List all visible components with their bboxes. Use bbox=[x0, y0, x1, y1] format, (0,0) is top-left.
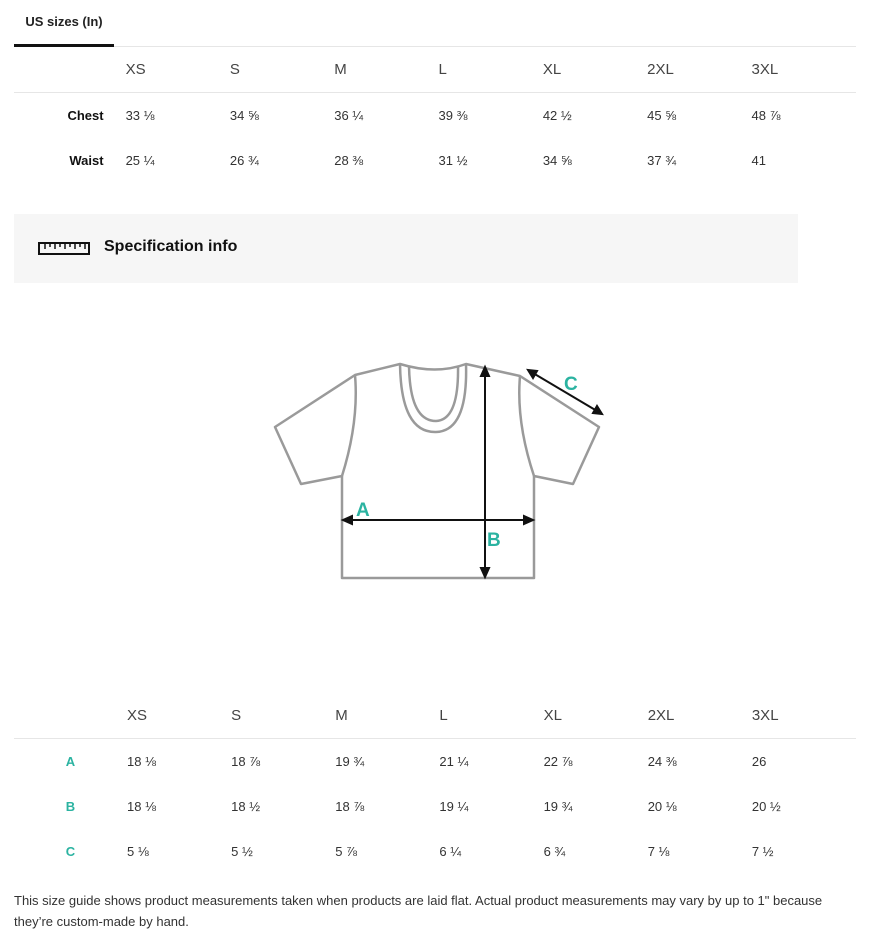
table-cell: 48 ⅞ bbox=[751, 108, 781, 123]
size-header: XS bbox=[127, 706, 148, 724]
table-cell: 7 ½ bbox=[751, 844, 774, 859]
table-cell: 36 ¼ bbox=[334, 108, 364, 123]
tshirt-diagram bbox=[260, 345, 620, 595]
table-cell: 25 ¼ bbox=[125, 153, 155, 168]
tab-us-sizes[interactable]: US sizes (In) bbox=[14, 0, 114, 47]
size-unit-tabs bbox=[14, 0, 856, 47]
size-header: 3XL bbox=[751, 60, 779, 78]
table-cell: 41 bbox=[751, 153, 766, 168]
table-cell: 26 bbox=[751, 754, 767, 769]
body-measurements-table bbox=[14, 46, 856, 183]
product-measurements-table bbox=[14, 692, 856, 874]
table-cell: 18 ⅞ bbox=[231, 754, 261, 769]
table-row bbox=[14, 829, 856, 874]
size-header: 2XL bbox=[647, 706, 675, 724]
table-row bbox=[14, 739, 856, 785]
row-label-waist: Waist bbox=[69, 153, 104, 168]
table-cell: 20 ⅛ bbox=[647, 799, 677, 814]
size-header: L bbox=[438, 60, 447, 78]
table-cell: 34 ⅝ bbox=[542, 153, 572, 168]
table-cell: 42 ½ bbox=[542, 108, 572, 123]
row-label-chest: Chest bbox=[67, 108, 104, 123]
table-cell: 20 ½ bbox=[751, 799, 781, 814]
size-header: M bbox=[334, 60, 347, 78]
specification-title: Specification info bbox=[104, 238, 238, 255]
size-header: XL bbox=[542, 60, 562, 78]
table-cell: 34 ⅝ bbox=[229, 108, 259, 123]
size-header: L bbox=[439, 706, 448, 724]
table-cell: 26 ¾ bbox=[229, 153, 259, 168]
table-cell: 31 ½ bbox=[438, 153, 468, 168]
table-cell: 37 ¾ bbox=[647, 153, 677, 168]
table-cell: 19 ¼ bbox=[439, 799, 469, 814]
table-cell: 5 ⅛ bbox=[127, 844, 149, 859]
table-cell: 18 ⅛ bbox=[127, 754, 156, 769]
dimension-label-b: B bbox=[487, 530, 501, 551]
table-cell: 6 ¼ bbox=[439, 844, 462, 859]
table-cell: 18 ½ bbox=[231, 799, 261, 814]
table-cell: 24 ⅜ bbox=[647, 754, 677, 769]
table-cell: 5 ½ bbox=[231, 844, 253, 859]
size-header: XS bbox=[125, 60, 146, 78]
table-cell: 21 ¼ bbox=[439, 754, 469, 769]
size-header: XL bbox=[543, 706, 562, 724]
table-cell: 18 ⅛ bbox=[127, 799, 156, 814]
dimension-label-c: C bbox=[564, 374, 578, 395]
table-cell: 39 ⅜ bbox=[438, 108, 468, 123]
size-header-row bbox=[14, 46, 856, 93]
row-label-b: B bbox=[65, 799, 76, 814]
size-header: 2XL bbox=[647, 60, 674, 78]
table-cell: 5 ⅞ bbox=[335, 844, 357, 859]
size-header: M bbox=[335, 706, 348, 724]
ruler-icon bbox=[38, 242, 90, 261]
table-cell: 33 ⅛ bbox=[125, 108, 155, 123]
table-row bbox=[14, 138, 856, 183]
table-cell: 18 ⅞ bbox=[335, 799, 365, 814]
table-row bbox=[14, 784, 856, 829]
size-header: 3XL bbox=[751, 706, 779, 724]
size-header: S bbox=[231, 706, 242, 724]
table-cell: 7 ⅛ bbox=[647, 844, 670, 859]
row-label-c: C bbox=[65, 844, 76, 859]
table-cell: 19 ¾ bbox=[335, 754, 365, 769]
dimension-label-a: A bbox=[356, 500, 370, 521]
size-header-row bbox=[14, 692, 856, 739]
table-cell: 22 ⅞ bbox=[543, 754, 573, 769]
table-row bbox=[14, 93, 856, 139]
row-label-a: A bbox=[65, 754, 76, 769]
size-header: S bbox=[229, 60, 240, 78]
table-cell: 19 ¾ bbox=[543, 799, 573, 814]
size-guide-note: This size guide shows product measurements taken when products are laid flat. Actual product measurements may vary by up to 1" because they’re custom-made by hand. bbox=[14, 893, 823, 929]
table-cell: 28 ⅜ bbox=[334, 153, 364, 168]
table-cell: 45 ⅝ bbox=[647, 108, 677, 123]
table-cell: 6 ¾ bbox=[543, 844, 566, 859]
specification-info-header bbox=[14, 214, 798, 283]
